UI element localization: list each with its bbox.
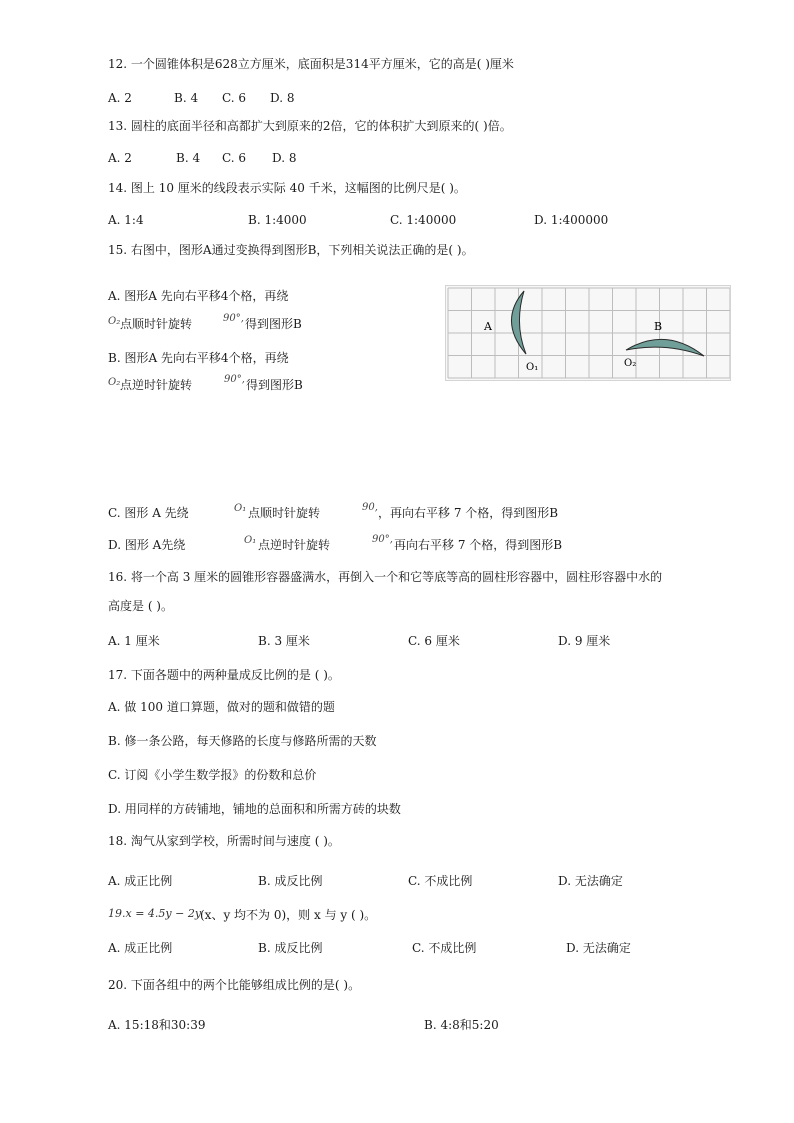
- label-o1: O₁: [526, 362, 539, 373]
- q15-option-c-end: ，再向右平移 7 个格，得到图形B: [378, 506, 559, 520]
- q14-option-d[interactable]: D. 1:400000: [534, 213, 609, 227]
- q15-option-d-end: 再向右平移 7 个格，得到图形B: [394, 538, 563, 552]
- q13-option-d[interactable]: D. 8: [272, 151, 297, 165]
- q16-stem-line1: 16. 将一个高 3 厘米的圆锥形容器盛满水，再倒入一个和它等底等高的圆柱形容器中，圆柱形容器中水的: [108, 570, 663, 584]
- q15-option-c-symbol: O₁: [234, 503, 247, 514]
- q15-option-d-mid: 点逆时针旋转: [258, 538, 331, 552]
- q15-option-b-line2[interactable]: 点逆时针旋转: [120, 378, 193, 392]
- q14-option-a[interactable]: A. 1:4: [108, 213, 144, 227]
- shape-b: [626, 339, 704, 356]
- label-b: B: [654, 320, 663, 333]
- q12-option-b[interactable]: B. 4: [174, 91, 199, 105]
- q15-option-c-pre[interactable]: C. 图形 A 先绕: [108, 506, 189, 520]
- q18-option-b[interactable]: B. 成反比例: [258, 874, 323, 888]
- q17-option-b[interactable]: B. 修一条公路，每天修路的长度与修路所需的天数: [108, 734, 377, 748]
- q18-stem: 18. 淘气从家到学校，所需时间与速度 ( )。: [108, 834, 340, 848]
- q15-option-b-end: 得到图形B: [246, 378, 303, 392]
- q16-stem-line2: 高度是 ( )。: [108, 599, 173, 613]
- q15-option-b-line1[interactable]: B. 图形A 先向右平移4个格，再绕: [108, 351, 289, 365]
- q12-option-a[interactable]: A. 2: [108, 91, 132, 105]
- q15-figure: [445, 285, 731, 381]
- q15-option-c-degree: 90,: [362, 502, 378, 513]
- q17-option-d[interactable]: D. 用同样的方砖铺地，铺地的总面积和所需方砖的块数: [108, 802, 401, 816]
- q20-option-a[interactable]: A. 15:18和30:39: [108, 1018, 206, 1032]
- q12-stem: 12. 一个圆锥体积是628立方厘米，底面积是314平方厘米，它的高是( )厘米: [108, 57, 514, 71]
- grid-lines: [448, 288, 730, 378]
- q17-option-c[interactable]: C. 订阅《小学生数学报》的份数和总价: [108, 768, 317, 782]
- q19-option-c[interactable]: C. 不成比例: [412, 941, 477, 955]
- q19-option-a[interactable]: A. 成正比例: [108, 941, 173, 955]
- label-o2: O₂: [624, 358, 637, 369]
- q13-option-a[interactable]: A. 2: [108, 151, 132, 165]
- q14-option-c[interactable]: C. 1:40000: [390, 213, 457, 227]
- q13-option-b[interactable]: B. 4: [176, 151, 201, 165]
- q18-option-a[interactable]: A. 成正比例: [108, 874, 173, 888]
- q15-option-d-degree: 90°,: [372, 534, 393, 545]
- q15-option-a-symbol: O₂: [108, 316, 121, 327]
- q15-option-a-degree: 90°,: [223, 313, 244, 324]
- q15-option-a-line1[interactable]: A. 图形A 先向右平移4个格，再绕: [108, 289, 289, 303]
- q17-option-a[interactable]: A. 做 100 道口算题，做对的题和做错的题: [108, 700, 335, 714]
- q14-option-b[interactable]: B. 1:4000: [248, 213, 307, 227]
- q20-stem: 20. 下面各组中的两个比能够组成比例的是( )。: [108, 978, 361, 992]
- q19-formula: 19.x = 4.5y − 2y: [108, 907, 202, 920]
- q15-option-b-symbol: O₂: [108, 377, 121, 388]
- q15-option-d-symbol: O₁: [244, 535, 257, 546]
- q13-option-c[interactable]: C. 6: [222, 151, 247, 165]
- q16-option-b[interactable]: B. 3 厘米: [258, 634, 310, 648]
- q16-option-d[interactable]: D. 9 厘米: [558, 634, 611, 648]
- q17-stem: 17. 下面各题中的两种量成反比例的是 ( )。: [108, 668, 340, 682]
- q18-option-d[interactable]: D. 无法确定: [558, 874, 623, 888]
- q12-option-c[interactable]: C. 6: [222, 91, 247, 105]
- q20-option-b[interactable]: B. 4:8和5:20: [424, 1018, 499, 1032]
- q16-option-a[interactable]: A. 1 厘米: [108, 634, 160, 648]
- label-a: A: [484, 320, 492, 333]
- q19-option-d[interactable]: D. 无法确定: [566, 941, 631, 955]
- q14-stem: 14. 图上 10 厘米的线段表示实际 40 千米，这幅图的比例尺是( )。: [108, 181, 466, 195]
- q15-option-b-degree: 90°,: [224, 374, 245, 385]
- q19-option-b[interactable]: B. 成反比例: [258, 941, 323, 955]
- q16-option-c[interactable]: C. 6 厘米: [408, 634, 460, 648]
- q15-option-d-pre[interactable]: D. 图形 A先绕: [108, 538, 186, 552]
- q15-option-c-mid: 点顺时针旋转: [248, 506, 321, 520]
- q18-option-c[interactable]: C. 不成比例: [408, 874, 473, 888]
- q19-stem: (x、y 均不为 0)，则 x 与 y ( )。: [200, 908, 377, 922]
- q15-stem: 15. 右图中，图形A通过变换得到图形B，下列相关说法正确的是( )。: [108, 243, 474, 257]
- q15-option-a-line2[interactable]: 点顺时针旋转: [120, 317, 193, 331]
- q15-option-a-end: 得到图形B: [245, 317, 302, 331]
- shape-a: [511, 291, 526, 354]
- q12-option-d[interactable]: D. 8: [270, 91, 295, 105]
- q15-grid-figure: [446, 286, 730, 380]
- q13-stem: 13. 圆柱的底面半径和高都扩大到原来的2倍，它的体积扩大到原来的( )倍。: [108, 119, 512, 133]
